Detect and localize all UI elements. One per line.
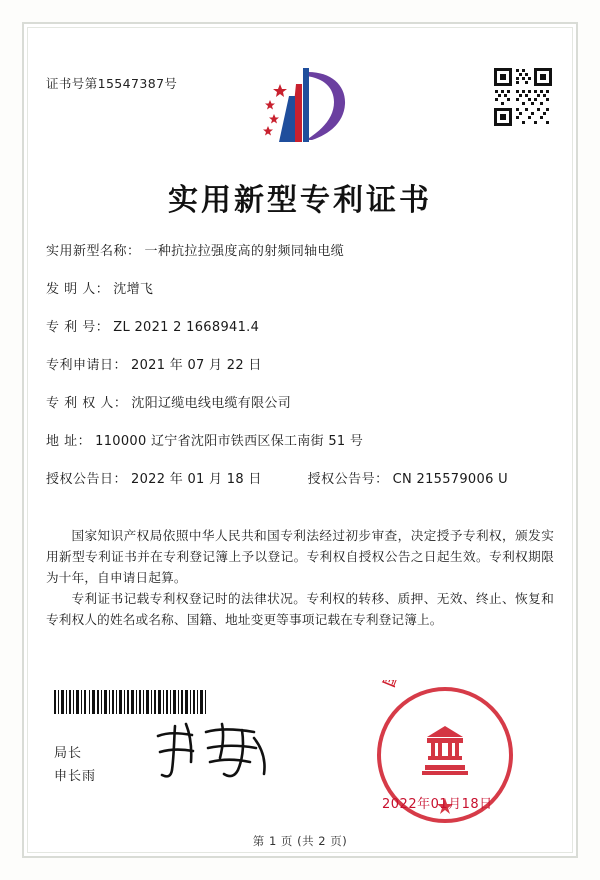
paragraph-grant-statement [46, 525, 554, 588]
barcode-icon [54, 690, 206, 714]
patent-office-logo-icon [246, 62, 354, 148]
field-list [46, 240, 554, 503]
field-value: 一种抗拉拉强度高的射频同轴电缆 [144, 244, 345, 259]
field-inventor [46, 278, 554, 297]
field-application-date [46, 354, 554, 373]
field-value: 2022 年 01 月 18 日 [131, 472, 262, 487]
page-footer: 第 1 页 (共 2 页) [252, 834, 348, 848]
field-patent-number [46, 316, 554, 335]
field-grant-row [46, 468, 554, 487]
field-label: 专利申请日： [46, 358, 128, 373]
field-label: 专 利 号： [46, 320, 110, 335]
field-utility-model-name [46, 240, 554, 259]
field-value: 沈增飞 [113, 282, 154, 297]
seal-date: 2022年01月18日 [382, 797, 493, 812]
field-value: 2021 年 07 月 22 日 [131, 358, 262, 373]
grant-number-segment [308, 468, 508, 487]
paragraph-text: 国家知识产权局依照中华人民共和国专利法经过初步审查，决定授予专利权，颁发实用新型专利证书并在专利登记簿上予以登记。专利权自授权公告之日起生效。专利权期限为十年，自申请日起算。 [46, 528, 554, 585]
paragraph-legal-status [46, 588, 554, 630]
field-value: 110000 辽宁省沈阳市铁西区保工南街 51 号 [95, 434, 364, 449]
field-label: 专 利 权 人： [46, 396, 128, 411]
field-patentee [46, 392, 554, 411]
field-label: 实用新型名称： [46, 244, 141, 259]
field-label: 授权公告日： [46, 472, 128, 487]
field-value: ZL 2021 2 1668941.4 [113, 320, 260, 335]
field-value: CN 215579006 U [392, 472, 508, 487]
grant-date-segment [46, 468, 262, 487]
field-label: 发 明 人： [46, 282, 110, 297]
director-name-label: 申长雨 [54, 769, 97, 784]
handwritten-signature [150, 718, 280, 788]
field-label: 地 址： [46, 434, 92, 449]
field-value: 沈阳辽缆电线电缆有限公司 [131, 396, 292, 411]
certificate-number: 证书号第15547387号 [46, 76, 178, 91]
qr-code-icon [492, 66, 554, 128]
field-address [46, 430, 554, 449]
paragraph-text: 专利证书记载专利权登记时的法律状况。专利权的转移、质押、无效、终止、恢复和专利权人的姓名或名称、国籍、地址变更等事项记载在专利登记簿上。 [46, 591, 554, 627]
director-title-label: 局长 [54, 746, 83, 761]
page-title: 实用新型专利证书 [168, 183, 432, 218]
field-label: 授权公告号： [307, 472, 389, 487]
